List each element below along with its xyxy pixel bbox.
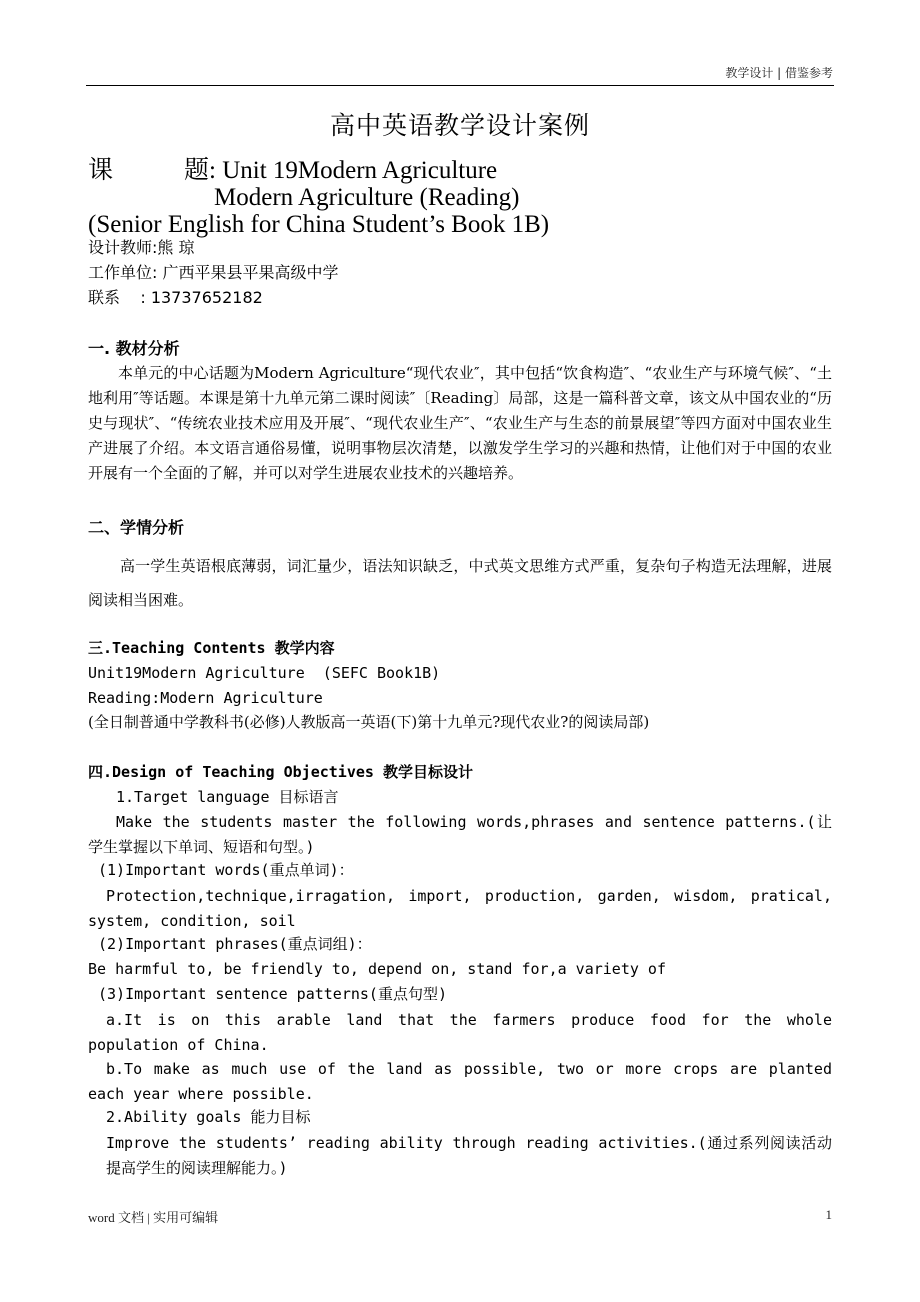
important-words: Protection,technique,irragation, import, production, garden, wisdom, pratical, system, condition, soil [88, 887, 832, 930]
ability-goals: 2.Ability goals 能力目标 [106, 1108, 311, 1126]
section-3-line-1: Unit19Modern Agriculture (SEFC Book1B) [88, 664, 441, 682]
topic-block [88, 157, 549, 238]
important-words-label: (1)Important words(重点单词)： [98, 861, 354, 879]
page-number: 1 [825, 1207, 832, 1222]
sentence-patterns-label: (3)Important sentence patterns(重点句型) [98, 985, 447, 1003]
section-1-body: 本单元的中心话题为Modern Agriculture“现代农业″，其中包括“饮食构造″、“农业生产与环境气候″、“土地利用″等话题。本课是第十九单元第二课时阅读″〔Reading〕局部，这是一篇科普文章，该文从中国农业的“历史与现状″、“传统农业技术应用及开展″、“现代农业生产″、“农业生产与生态的前景展望″等四方面对中国农业生产进展了介绍。本文语言通俗易懂，说明事物层次清楚，以激发学生学习的兴趣和热情，让他们对于中国的农业开展有一个全面的了解，并可以对学生进展农业技术的兴趣培养。 [88, 364, 832, 482]
make-students-master: Make the students master the following words,phrases and sentence patterns.(让学生掌握以下单词、短语和句型。) [88, 813, 832, 856]
header-rule [86, 85, 834, 86]
section-2-body: 高一学生英语根底薄弱，词汇量少，语法知识缺乏，中式英文思维方式严重，复杂句子构造无法理解，进展阅读相当困难。 [88, 557, 832, 609]
topic-label-2: 题: [184, 157, 216, 184]
improve-reading: Improve the students’ reading ability through reading activities.(通过系列阅读活动提高学生的阅读理解能力。) [106, 1134, 832, 1177]
sentence-pattern-b: b.To make as much use of the land as possible, two or more crops are planted each year where possible. [88, 1060, 832, 1103]
teacher-line: 设计教师:熊 琼 [88, 238, 195, 257]
section-3-title: 三.Teaching Contents 教学内容 [88, 639, 335, 657]
topic-label: 课 [88, 157, 114, 184]
contact-line: 联系 : 13737652182 [88, 288, 263, 307]
section-2-title: 二、学情分析 [88, 518, 185, 537]
document-title: 高中英语教学设计案例 [329, 111, 590, 140]
topic-line-2: Modern Agriculture (Reading) [214, 184, 520, 211]
section-1-title: 一. 教材分析 [88, 339, 180, 358]
important-phrases: Be harmful to, be friendly to, depend on, stand for,a variety of [88, 960, 666, 978]
sentence-pattern-a: a.It is on this arable land that the farmers produce food for the whole population of China. [88, 1011, 832, 1054]
topic-line-3: (Senior English for China Student’s Book 1B) [88, 211, 550, 238]
section-3-line-2: Reading:Modern Agriculture [88, 689, 323, 707]
topic-line-1 [88, 157, 549, 184]
target-language: 1.Target language 目标语言 [116, 788, 339, 806]
school-line: 工作单位: 广西平果县平果高级中学 [88, 263, 339, 282]
section-4-title: 四.Design of Teaching Objectives 教学目标设计 [88, 763, 473, 781]
page-header: 教学设计 | 借鉴参考 [725, 66, 833, 80]
important-phrases-label: (2)Important phrases(重点词组)： [98, 935, 372, 953]
section-3-line-3: (全日制普通中学教科书(必修)人教版高一英语(下)第十九单元?现代农业?的阅读局部) [88, 713, 650, 731]
footer-text: word 文档 | 实用可编辑 [88, 1210, 219, 1225]
topic-unit: Unit 19Modern Agriculture [222, 157, 498, 184]
